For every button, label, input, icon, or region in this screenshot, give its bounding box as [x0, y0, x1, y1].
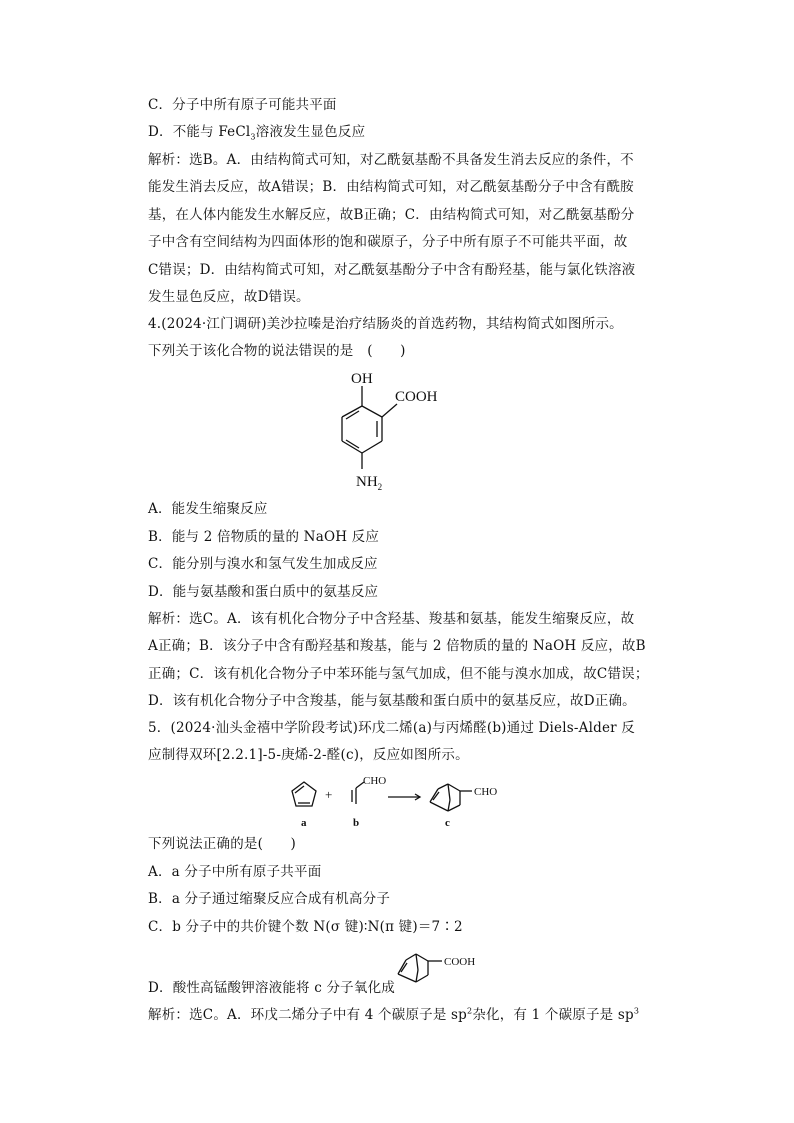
q4-analysis-line: 正确；C．该有机化合物分子中苯环能与氢气加成，但不能与溴水加成，故C错误； — [148, 666, 649, 682]
q5-option-a: A．a 分子中所有原子共平面 — [148, 864, 322, 880]
q3-analysis-line: 发生显色反应，故D错误。 — [148, 289, 310, 305]
q5-question: 下列说法正确的是( ) — [148, 836, 296, 852]
q4-stem-line: 下列关于该化合物的说法错误的是 ( ) — [148, 343, 406, 359]
hydroxyl-label: OH — [351, 371, 373, 387]
q5-option-c: C．b 分子中的共价键个数 N(σ 键)∶N(π 键)＝7∶2 — [148, 919, 463, 935]
sp-superscript: 3 — [633, 1006, 640, 1016]
q4-analysis-line: D．该有机化合物分子中含羧基，能与氨基酸和蛋白质中的氨基反应，故D正确。 — [148, 693, 636, 709]
cho-label-c: CHO — [474, 786, 498, 798]
label-a: a — [301, 817, 307, 829]
q5-analysis-line — [148, 1005, 658, 1025]
sp-superscript: 2 — [467, 1006, 473, 1016]
carboxyl-label: COOH — [395, 389, 438, 405]
label-b: b — [353, 817, 360, 829]
q3-option-d-post: 溶液发生显色反应 — [255, 124, 366, 140]
q3-analysis-line: 子中含有空间结构为四面体形的饱和碳原子，分子中所有原子不可能共平面，故 — [148, 234, 628, 250]
q3-analysis-line: C错误；D．由结构简式可知，对乙酰氨基酚分子中含有酚羟基，能与氯化铁溶液 — [148, 262, 636, 278]
q3-analysis-line: 基，在人体内能发生水解反应，故B正确；C．由结构简式可知，对乙酰氨基酚分 — [148, 207, 635, 223]
q5-option-d: D．酸性高锰酸钾溶液能将 c 分子氧化成 — [148, 980, 395, 996]
q5-analysis-mid: 杂化，有 1 个碳原子是 sp — [472, 1007, 634, 1023]
q3-analysis-line: 能发生消去反应，故A错误；B．由结构简式可知，对乙酰氨基酚分子中含有酰胺 — [148, 179, 634, 195]
q4-option-b: B．能与 2 倍物质的量的 NaOH 反应 — [148, 529, 380, 545]
q3-option-c: C．分子中所有原子可能共平面 — [148, 97, 337, 113]
q5-stem-line: 5．(2024·汕头金禧中学阶段考试)环戊二烯(a)与丙烯醛(b)通过 Diels-Alder 反 — [148, 720, 635, 736]
amino-label — [356, 474, 382, 492]
q4-stem-line: 4.(2024·江门调研)美沙拉嗪是治疗结肠炎的首选药物，其结构简式如图所示。 — [148, 316, 623, 332]
q3-option-d-sub: 3 — [250, 132, 256, 142]
q4-analysis-line: A正确；B．该分子中含有酚羟基和羧基，能与 2 倍物质的量的 NaOH 反应，故B — [148, 638, 646, 654]
q3-option-d — [148, 122, 658, 142]
amino-nh: NH — [356, 474, 378, 490]
q5-stem-line: 应制得双环[2.2.1]-5-庚烯-2-醛(c)，反应如图所示。 — [148, 747, 469, 763]
cho-label-b: CHO — [363, 775, 387, 787]
diels-alder-reaction — [280, 770, 520, 830]
plus-sign: + — [325, 787, 333, 802]
q4-option-d: D．能与氨基酸和蛋白质中的氨基反应 — [148, 584, 379, 600]
q5-option-b: B．a 分子通过缩聚反应合成有机高分子 — [148, 891, 391, 907]
q3-analysis-line: 解析：选B。A．由结构简式可知，对乙酰氨基酚不具备发生消去反应的条件，不 — [148, 152, 634, 168]
q4-option-a: A．能发生缩聚反应 — [148, 501, 268, 517]
mesalazine-structure — [325, 366, 465, 494]
cooh-label-d: COOH — [444, 956, 476, 968]
q4-analysis-line: 解析：选C。A．该有机化合物分子中含羟基、羧基和氨基，能发生缩聚反应，故 — [148, 611, 635, 627]
q5-analysis-pre: 解析：选C。A．环戊二烯分子中有 4 个碳原子是 sp — [148, 1007, 468, 1023]
amino-sub: 2 — [377, 482, 383, 492]
q3-option-d-pre: D．不能与 FeCl — [148, 124, 251, 140]
q4-option-c: C．能分别与溴水和氢气发生加成反应 — [148, 556, 378, 572]
label-c: c — [445, 817, 450, 829]
